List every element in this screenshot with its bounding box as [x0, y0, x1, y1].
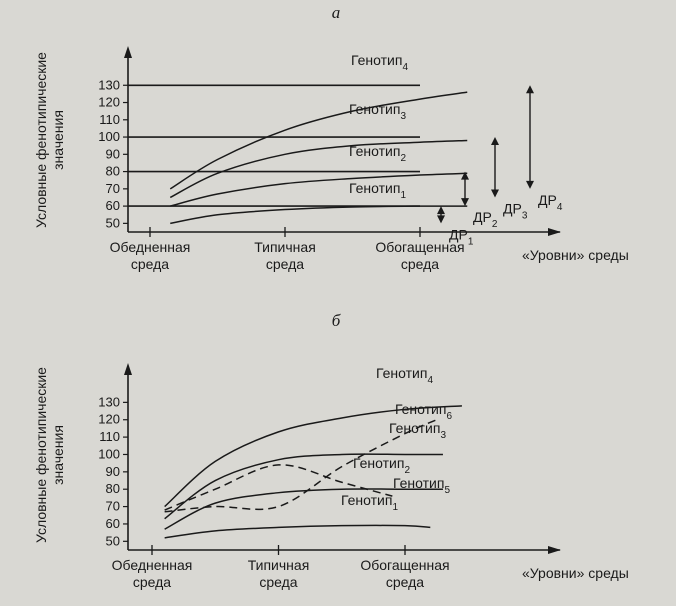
series-label-genotype-1: Генотип$_1$	[341, 492, 399, 513]
y-tick-label: 100	[98, 129, 120, 145]
x-axis-label: «Уровни» среды	[522, 565, 629, 581]
series-line-genotype-1	[170, 206, 467, 223]
series-line-genotype-2	[165, 489, 443, 529]
y-tick-label: 50	[105, 215, 120, 231]
y-tick-label: 80	[105, 481, 120, 497]
series-label-genotype-3: Генотип$_3$	[349, 101, 407, 122]
x-category-label-line2: среда	[130, 256, 170, 272]
x-axis-arrowhead	[548, 546, 561, 554]
reaction-range-arrowhead-top	[437, 206, 445, 214]
series-label-genotype-4: Генотип$_4$	[351, 52, 409, 73]
x-category-label: Типичная	[254, 239, 316, 255]
panel-a	[33, 3, 629, 272]
y-tick-label: 80	[105, 163, 120, 179]
x-axis-label: «Уровни» среды	[522, 247, 629, 263]
x-category-label: Обедненная	[109, 239, 191, 255]
y-tick-label: 60	[105, 198, 120, 214]
panel-letter: б	[331, 311, 341, 330]
reaction-range-label-1: $ДР_1$	[449, 226, 474, 248]
reaction-range-label-3: $ДР_3$	[503, 200, 528, 222]
panel-b	[33, 311, 629, 590]
reaction-range-label-2: $ДР_2$	[473, 209, 498, 231]
reaction-range-arrowhead-top	[526, 85, 534, 93]
y-tick-label: 120	[98, 411, 120, 427]
y-axis-arrowhead	[124, 46, 132, 58]
reaction-range-arrowhead-top	[491, 137, 499, 145]
reaction-range-label-4: $ДР_4$	[538, 191, 563, 213]
y-tick-label: 100	[98, 446, 120, 462]
x-category-label-line2: среда	[265, 256, 305, 272]
y-tick-label: 130	[98, 394, 120, 410]
y-tick-label: 50	[105, 533, 120, 549]
reaction-range-arrowhead-bottom	[526, 181, 534, 189]
series-label-genotype-5: Генотип$_5$	[393, 475, 451, 496]
series-label-genotype-6: Генотип$_6$	[395, 401, 453, 422]
x-category-label-line2: среда	[400, 256, 440, 272]
x-category-label-line2: среда	[132, 574, 172, 590]
y-axis-label: Условные фенотипическиезначения	[33, 367, 66, 543]
x-category-label-line2: среда	[259, 574, 298, 590]
x-category-label-line2: среда	[385, 574, 425, 590]
series-line-genotype-2	[170, 173, 467, 206]
series-label-genotype-2: Генотип$_2$	[353, 455, 411, 476]
x-category-label: Типичная	[247, 557, 310, 573]
x-category-label: Обогащенная	[375, 239, 465, 255]
y-tick-label: 110	[99, 111, 120, 127]
panel-letter: а	[331, 3, 341, 22]
series-line-genotype-1	[165, 525, 431, 537]
y-tick-label: 120	[98, 94, 120, 110]
reaction-range-arrowhead-bottom	[461, 198, 469, 206]
series-label-genotype-2: Генотип$_2$	[349, 143, 407, 164]
series-label-genotype-1: Генотип$_1$	[349, 180, 407, 201]
y-tick-label: 70	[105, 498, 120, 514]
y-tick-label: 130	[98, 77, 120, 93]
y-axis-label: Условные фенотипическиезначения	[33, 52, 66, 228]
series-line-genotype-3	[170, 141, 467, 198]
reaction-range-arrowhead-bottom	[491, 189, 499, 197]
series-label-genotype-4: Генотип$_4$	[376, 365, 434, 386]
y-tick-label: 60	[105, 515, 120, 531]
series-label-genotype-3: Генотип$_3$	[389, 420, 447, 441]
x-category-label: Обогащенная	[360, 557, 450, 573]
y-tick-label: 70	[105, 180, 120, 196]
x-axis-arrowhead	[548, 228, 561, 236]
reaction-range-arrowhead-bottom	[437, 215, 445, 223]
y-tick-label: 110	[99, 429, 120, 445]
y-tick-label: 90	[105, 463, 120, 479]
y-axis-arrowhead	[124, 363, 132, 375]
x-category-label: Обедненная	[111, 557, 193, 573]
y-tick-label: 90	[105, 146, 120, 162]
